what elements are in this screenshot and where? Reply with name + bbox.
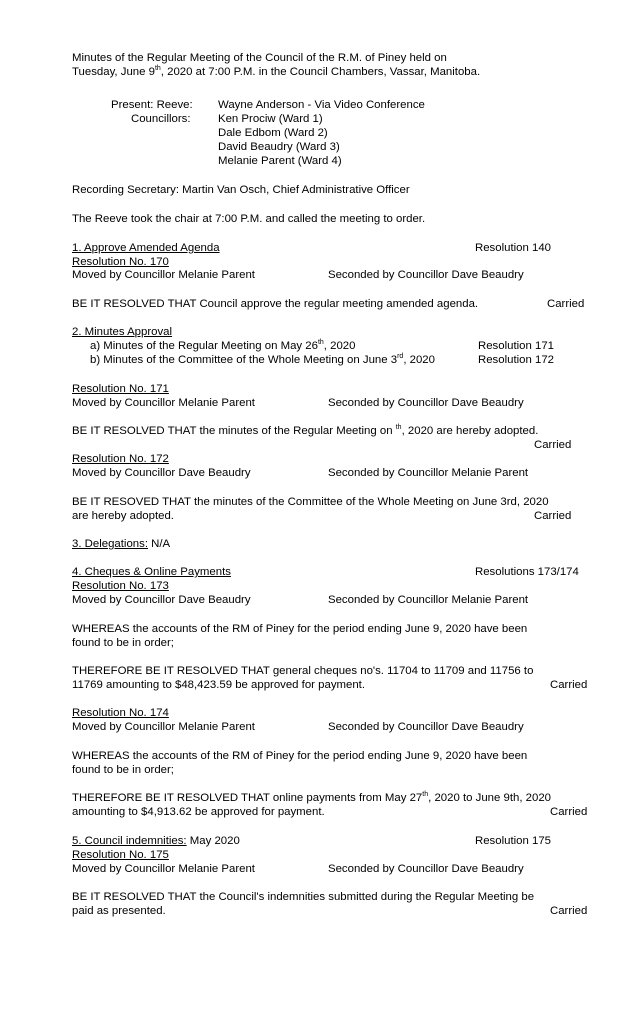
minutes-item-b: b) Minutes of the Committee of the Whole Meeting on June 3rd, 2020 [90, 353, 435, 366]
section-5-resolution-ref: Resolution 175 [475, 835, 551, 847]
resolution-174-whereas-line-2: found to be in order; [72, 764, 174, 776]
minutes-item-b-resolution: Resolution 172 [478, 354, 554, 366]
resolution-171-seconded: Seconded by Councillor Dave Beaudry [328, 397, 524, 409]
councillor-3: David Beaudry (Ward 3) [218, 141, 340, 153]
resolution-170-status: Carried [547, 298, 585, 310]
resolution-174-number: Resolution No. 174 [72, 707, 169, 719]
resolution-173-text-line-1: THEREFORE BE IT RESOLVED THAT general cheques no's. 11704 to 11709 and 11756 to [72, 665, 534, 677]
recording-secretary: Recording Secretary: Martin Van Osch, Chief Administrative Officer [72, 184, 410, 196]
section-1-title: 1. Approve Amended Agenda [72, 242, 220, 254]
resolution-172-text-line-2: are hereby adopted. [72, 510, 174, 522]
section-2-title: 2. Minutes Approval [72, 326, 173, 338]
minutes-item-a-resolution: Resolution 171 [478, 340, 554, 352]
resolution-175-text-line-1: BE IT RESOLVED THAT the Council's indemnities submitted during the Regular Meeting be [72, 891, 535, 903]
resolution-170-moved: Moved by Councillor Melanie Parent [72, 269, 255, 281]
resolution-175-number: Resolution No. 175 [72, 849, 169, 861]
reeve-label: Present: Reeve: [111, 99, 193, 111]
resolution-173-moved: Moved by Councillor Dave Beaudry [72, 594, 251, 606]
resolution-175-seconded: Seconded by Councillor Dave Beaudry [328, 863, 524, 875]
resolution-172-seconded: Seconded by Councillor Melanie Parent [328, 467, 529, 479]
councillor-1: Ken Prociw (Ward 1) [218, 113, 323, 125]
resolution-171-text: BE IT RESOLVED THAT the minutes of the Regular Meeting on $^{th}$, 2020 are hereby adopted. [72, 424, 539, 437]
resolution-173-text-line-2: 11769 amounting to $48,423.59 be approved for payment. [72, 679, 365, 691]
resolution-175-text-line-2: paid as presented. [72, 905, 166, 917]
resolution-174-text-line-1: THEREFORE BE IT RESOLVED THAT online payments from May 27th, 2020 to June 9th, 2020 [72, 791, 551, 804]
resolution-170-number: Resolution No. 170 [72, 256, 169, 268]
section-5-title: 5. Council indemnities: May 2020 [72, 835, 240, 847]
section-1-resolution-ref: Resolution 140 [475, 242, 551, 254]
resolution-173-number: Resolution No. 173 [72, 580, 169, 592]
councillor-2: Dale Edbom (Ward 2) [218, 127, 328, 139]
resolution-173-status: Carried [550, 679, 588, 691]
resolution-171-status: Carried [534, 439, 572, 451]
resolution-171-number: Resolution No. 171 [72, 383, 169, 395]
header-line-1: Minutes of the Regular Meeting of the Council of the R.M. of Piney held on [72, 52, 447, 64]
resolution-174-seconded: Seconded by Councillor Dave Beaudry [328, 721, 524, 733]
resolution-170-text: BE IT RESOLVED THAT Council approve the regular meeting amended agenda. [72, 298, 479, 310]
resolution-172-status: Carried [534, 510, 572, 522]
section-3-delegations: 3. Delegations: N/A [72, 538, 171, 550]
resolution-173-whereas-line-1: WHEREAS the accounts of the RM of Piney for the period ending June 9, 2020 have been [72, 623, 528, 635]
resolution-174-text-line-2: amounting to $4,913.62 be approved for payment. [72, 806, 325, 818]
resolution-172-text-line-1: BE IT RESOVED THAT the minutes of the Committee of the Whole Meeting on June 3rd, 2020 [72, 496, 549, 508]
resolution-171-moved: Moved by Councillor Melanie Parent [72, 397, 255, 409]
resolution-172-number: Resolution No. 172 [72, 453, 169, 465]
councillor-4: Melanie Parent (Ward 4) [218, 155, 342, 167]
resolution-174-status: Carried [550, 806, 588, 818]
resolution-175-moved: Moved by Councillor Melanie Parent [72, 863, 255, 875]
resolution-170-seconded: Seconded by Councillor Dave Beaudry [328, 269, 524, 281]
section-4-title: 4. Cheques & Online Payments [72, 566, 231, 578]
call-to-order: The Reeve took the chair at 7:00 P.M. and called the meeting to order. [72, 213, 426, 225]
resolution-173-seconded: Seconded by Councillor Melanie Parent [328, 594, 529, 606]
resolution-174-whereas-line-1: WHEREAS the accounts of the RM of Piney for the period ending June 9, 2020 have been [72, 750, 528, 762]
resolution-174-moved: Moved by Councillor Melanie Parent [72, 721, 255, 733]
resolution-172-moved: Moved by Councillor Dave Beaudry [72, 467, 251, 479]
reeve-name: Wayne Anderson - Via Video Conference [218, 99, 425, 111]
resolution-173-whereas-line-2: found to be in order; [72, 637, 174, 649]
section-4-resolution-ref: Resolutions 173/174 [475, 566, 579, 578]
minutes-item-a: a) Minutes of the Regular Meeting on May 26th, 2020 [90, 339, 356, 352]
header-line-2: Tuesday, June 9th, 2020 at 7:00 P.M. in the Council Chambers, Vassar, Manitoba. [72, 65, 481, 78]
resolution-175-status: Carried [550, 905, 588, 917]
councillors-label: Councillors: [131, 113, 191, 125]
